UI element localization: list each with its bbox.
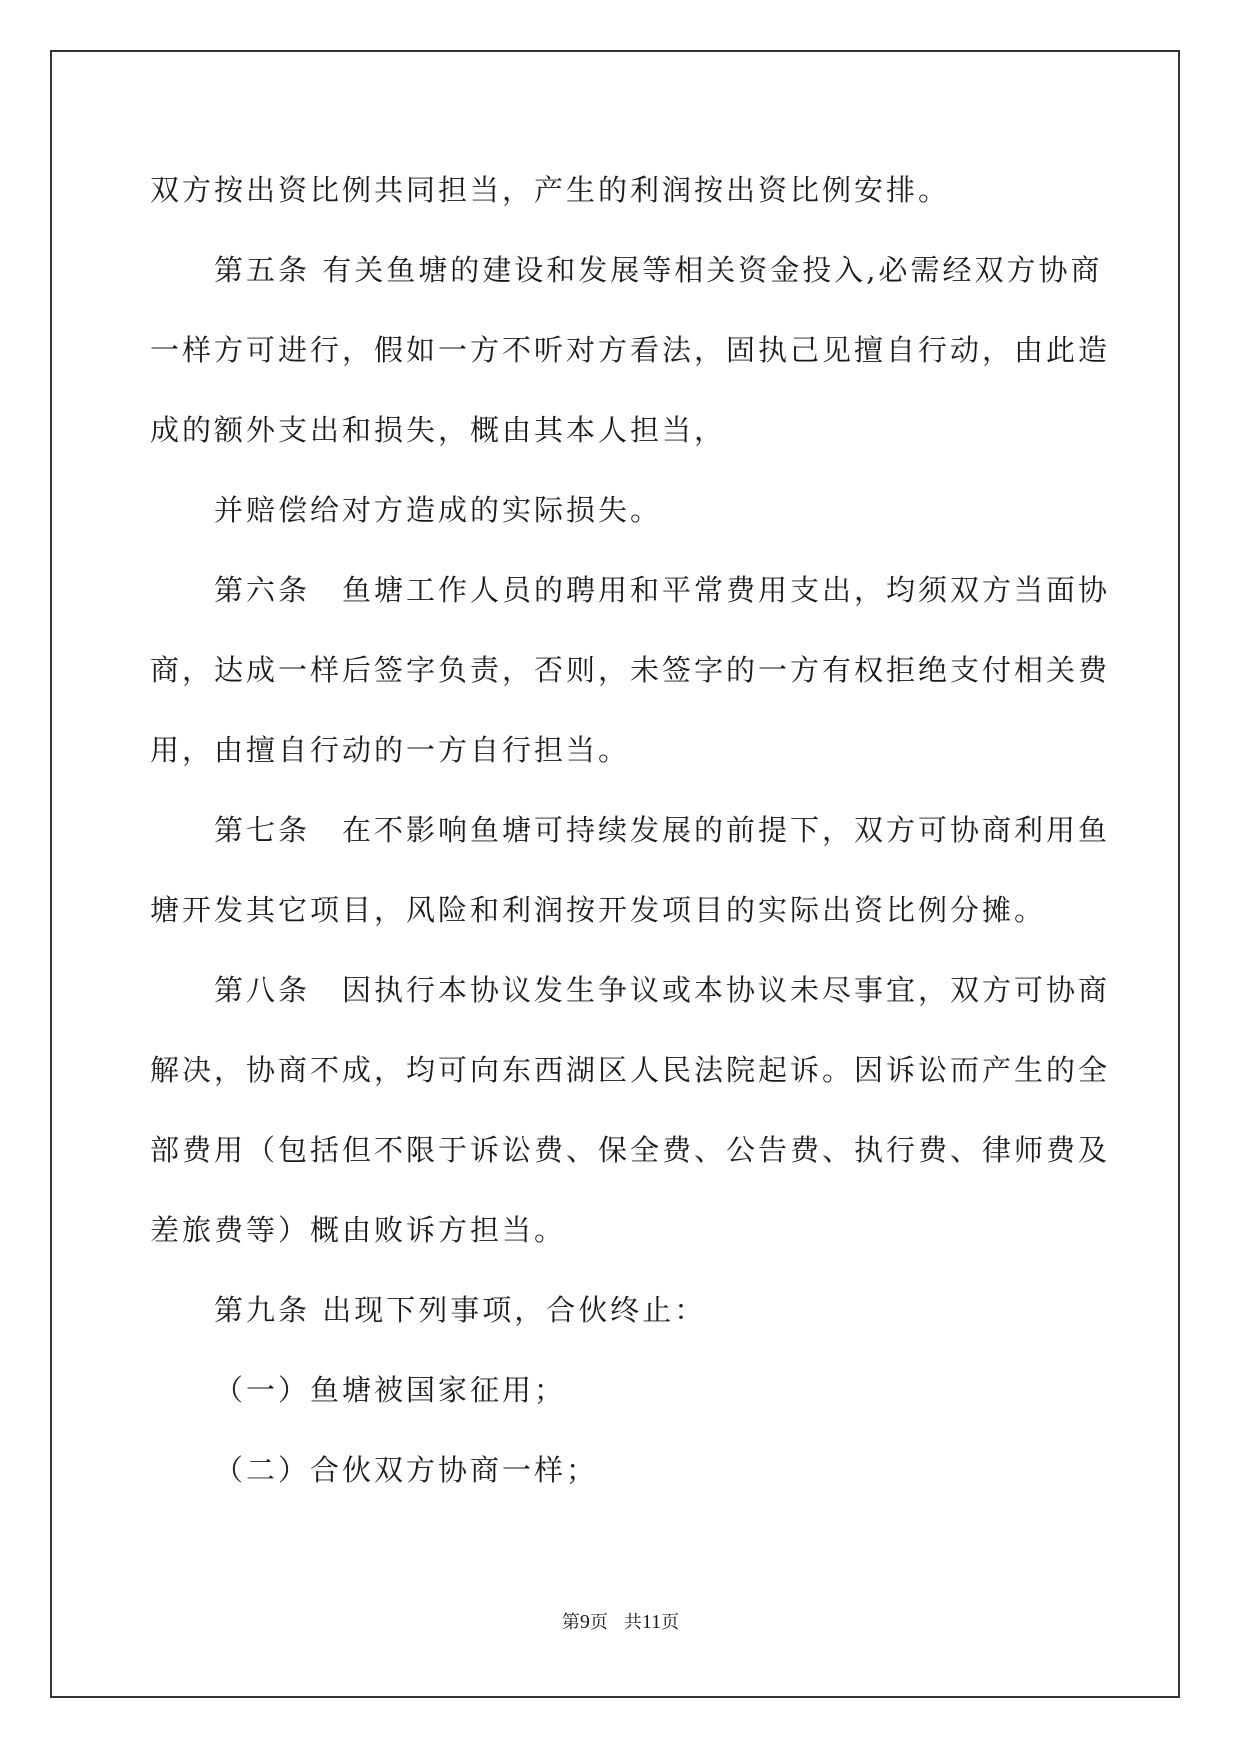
article-9-heading-line: 第九条 出现下列事项，合伙终止： [214, 1293, 707, 1327]
text-line: 部费用（包括但不限于诉讼费、保全费、公告费、执行费、律师费及 [150, 1133, 1111, 1167]
page-suffix: 页 [589, 1612, 608, 1633]
total-prefix: 共 [623, 1612, 642, 1633]
text-line: 并赔偿给对方造成的实际损失。 [214, 493, 663, 527]
list-item: （一）鱼塘被国家征用； [214, 1373, 567, 1407]
list-item: （二）合伙双方协商一样； [214, 1453, 599, 1487]
text-line: 塘开发其它项目，风险和利润按开发项目的实际出资比例分摊。 [150, 893, 1047, 927]
text-line: 成的额外支出和损失，概由其本人担当， [150, 413, 727, 447]
text-line: 解决，协商不成，均可向东西湖区人民法院起诉。因诉讼而产生的全 [150, 1053, 1111, 1087]
article-5-heading-line: 第五条 有关鱼塘的建设和发展等相关资金投入,必需经双方协商 [214, 253, 1103, 287]
total-suffix: 页 [661, 1612, 680, 1633]
article-7-heading-line: 第七条 在不影响鱼塘可持续发展的前提下，双方可协商利用鱼 [214, 813, 1111, 847]
text-line: 一样方可进行，假如一方不听对方看法，固执己见擅自行动，由此造 [150, 333, 1111, 367]
text-line: 商，达成一样后签字负责，否则，未签字的一方有权拒绝支付相关费 [150, 653, 1111, 687]
page-prefix: 第 [561, 1612, 580, 1633]
text-line: 用，由擅自行动的一方自行担当。 [150, 733, 631, 767]
article-8-heading-line: 第八条 因执行本协议发生争议或本协议未尽事宜，双方可协商 [214, 973, 1111, 1007]
text-line: 差旅费等）概由败诉方担当。 [150, 1213, 567, 1247]
page-footer [0, 1610, 1241, 1635]
total-pages: 11 [641, 1611, 662, 1633]
page-number: 9 [579, 1611, 590, 1633]
text-line: 双方按出资比例共同担当，产生的利润按出资比例安排。 [150, 173, 951, 207]
article-6-heading-line: 第六条 鱼塘工作人员的聘用和平常费用支出，均须双方当面协 [214, 573, 1111, 607]
